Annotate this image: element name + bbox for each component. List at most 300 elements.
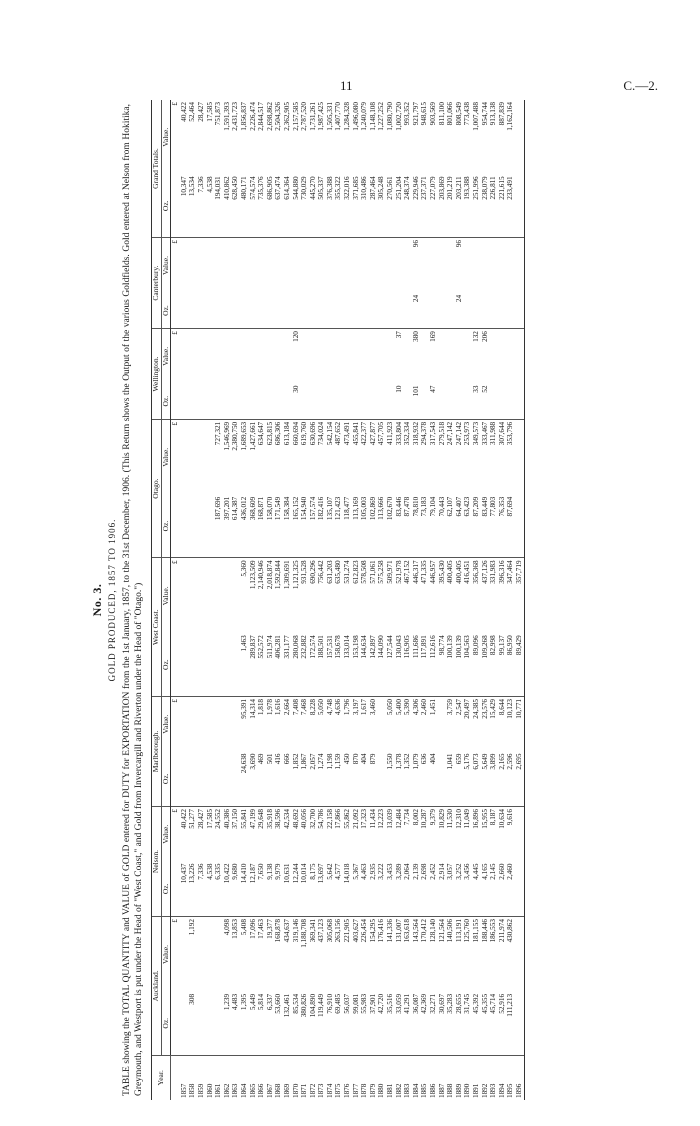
table-caption: TABLE showing the TOTAL QUANTITY and VALUE of GOLD entered for DUTY for EXPORTATION from the 1st January, 1857, to the 31st December, 1906. (This Return shows the Output of the various Goldfields. Gold entered at Nelson from Hokitika, Greymouth, and Westport is put under the Head of "West Coast," and Gold from Invercargill and Riverton under the Head of "Otago.") [122, 104, 144, 1096]
oz-cell: 289,837 [249, 633, 258, 696]
oz-cell [266, 384, 275, 420]
oz-cell: 1,550 [386, 752, 395, 807]
value-cell: 1,227,252 [377, 102, 386, 131]
oz-cell: 76,353 [498, 495, 507, 558]
oz-cell: 203,869 [438, 174, 447, 237]
value-cell: 612,823 [351, 560, 360, 584]
value-cell: 993,352 [403, 102, 412, 126]
oz-cell [446, 293, 455, 329]
value-header: Value. [161, 419, 171, 494]
oz-cell: 119,449 [317, 992, 326, 1055]
value-cell: 8,228 [308, 698, 317, 716]
value-cell: 1,188,708 [300, 919, 309, 948]
value-cell: 7,408 [291, 698, 300, 716]
oz-cell: 41,291 [403, 992, 412, 1055]
value-cell: 186,553 [489, 919, 498, 943]
value-cell [438, 696, 447, 751]
value-cell: 635,480 [334, 560, 343, 584]
oz-cell: 168,871 [257, 495, 266, 558]
value-cell: 811,100 [437, 102, 446, 126]
year-cell: 1894 [497, 1083, 506, 1098]
value-cell [455, 329, 464, 384]
value-cell: 11,434 [368, 809, 377, 829]
value-cell [223, 558, 232, 633]
value-cell: 1,617 [360, 698, 369, 716]
oz-cell: 8,175 [309, 862, 318, 917]
value-cell [317, 238, 326, 293]
oz-cell: 165,152 [292, 495, 301, 558]
oz-cell [438, 384, 447, 420]
oz-cell: 101 [412, 384, 421, 420]
oz-cell: 33 [472, 384, 481, 420]
table-row [369, 100, 378, 1100]
value-cell: 1,192 [188, 919, 197, 936]
oz-cell: 469 [257, 752, 266, 807]
oz-cell: 404 [360, 752, 369, 807]
oz-cell: 229,946 [412, 174, 421, 237]
value-cell [197, 238, 206, 293]
value-cell: 571,061 [368, 560, 377, 584]
oz-cell: 2,596 [506, 752, 515, 807]
oz-cell: 322,016 [343, 174, 352, 237]
oz-cell: 117,891 [420, 633, 429, 696]
oz-cell: 879 [369, 752, 378, 807]
group-header: Otago. [152, 419, 162, 558]
value-cell [420, 329, 429, 384]
oz-cell [249, 293, 258, 329]
value-cell: 10,771 [515, 696, 524, 751]
value-cell [309, 238, 318, 293]
oz-cell: 371,685 [352, 174, 361, 237]
value-cell [360, 329, 369, 384]
value-cell: 903,569 [429, 102, 437, 126]
oz-cell: 3,453 [386, 862, 395, 917]
oz-cell: 4,577 [334, 862, 343, 917]
value-cell: 13,039 [386, 809, 395, 829]
value-cell [214, 696, 223, 751]
oz-cell: 24 [455, 293, 464, 329]
oz-header: Oz. [161, 293, 171, 329]
value-cell [240, 238, 249, 293]
oz-cell: 127,544 [386, 633, 395, 696]
value-cell: 1,240,079 [360, 102, 369, 131]
table-row [506, 100, 515, 1100]
oz-cell [249, 384, 258, 420]
value-cell: 1,148,108 [368, 102, 377, 131]
oz-cell [197, 992, 206, 1055]
value-cell [377, 696, 386, 751]
oz-cell: 552,572 [257, 633, 266, 696]
value-cell: 221,905 [343, 919, 352, 943]
oz-cell: 9,138 [266, 862, 275, 917]
oz-cell: 6,337 [266, 992, 275, 1055]
table-row [300, 100, 309, 1100]
value-cell [360, 238, 369, 293]
oz-cell [395, 293, 404, 329]
year-cell: 1883 [403, 1083, 412, 1098]
oz-cell [420, 293, 429, 329]
oz-cell [360, 293, 369, 329]
oz-cell [352, 384, 361, 420]
oz-cell: 1,159 [334, 752, 343, 807]
oz-cell: 182,416 [317, 495, 326, 558]
oz-cell [420, 384, 429, 420]
value-cell [506, 329, 515, 384]
oz-cell: 331,177 [283, 633, 292, 696]
value-cell: 3,460 [368, 698, 377, 716]
value-cell: 19,377 [265, 919, 274, 939]
oz-cell: 10,347 [180, 174, 189, 237]
value-cell [214, 558, 223, 633]
oz-cell: 2,660 [498, 862, 507, 917]
value-cell [309, 329, 318, 384]
oz-cell: 98,774 [438, 633, 447, 696]
oz-cell [498, 293, 507, 329]
value-cell: 2,547 [454, 698, 463, 716]
value-cell: 331,983 [489, 560, 498, 584]
value-cell: 10,287 [420, 809, 429, 829]
oz-cell: 666 [283, 752, 292, 807]
value-cell: 132 [471, 331, 480, 342]
value-cell: 1,731,261 [308, 102, 317, 131]
oz-cell: 3,456 [463, 862, 472, 917]
oz-cell: 104,890 [309, 992, 318, 1055]
oz-cell [498, 384, 507, 420]
oz-cell: 30 [292, 384, 301, 420]
oz-cell: 30,697 [438, 992, 447, 1055]
value-cell: 7,468 [300, 698, 309, 716]
oz-cell: 171,549 [274, 495, 283, 558]
oz-cell: 36,087 [412, 992, 421, 1055]
year-cell: 1872 [308, 1083, 317, 1098]
value-cell: 2,157,585 [291, 102, 300, 131]
value-cell: 131,007 [394, 919, 403, 943]
value-cell: 4,636 [334, 698, 343, 716]
page-code: C.—2. [623, 78, 658, 93]
value-cell: 279,518 [437, 421, 446, 446]
oz-cell: 1,041 [446, 752, 455, 807]
oz-cell [352, 293, 361, 329]
oz-cell [223, 384, 232, 420]
oz-cell: 2,914 [438, 862, 447, 917]
oz-cell: 6,335 [214, 862, 223, 917]
year-cell: 1881 [386, 1083, 395, 1098]
year-cell: 1862 [222, 1083, 231, 1098]
value-header: Value. [161, 696, 171, 751]
oz-cell: 4,445 [472, 862, 481, 917]
value-cell [249, 329, 258, 384]
value-cell: 913,138 [489, 102, 498, 126]
value-cell: 311,988 [489, 421, 498, 445]
value-cell: 751,873 [214, 102, 223, 126]
value-cell: 4,306 [411, 698, 420, 716]
year-cell: 1876 [343, 1083, 352, 1098]
value-cell: 954,744 [480, 102, 489, 126]
oz-cell: 1,352 [403, 752, 412, 807]
oz-cell: 13,534 [188, 174, 197, 237]
value-cell: 630,696 [308, 421, 317, 446]
pound-sign: £ [171, 698, 180, 703]
oz-cell: 158,678 [334, 633, 343, 696]
value-cell [429, 238, 438, 293]
value-cell: 96 [411, 240, 420, 248]
value-cell: 14,314 [248, 698, 257, 719]
oz-cell: 62,107 [446, 495, 455, 558]
value-cell [489, 329, 498, 384]
oz-cell: 3,289 [395, 862, 404, 917]
value-cell: 631,203 [325, 560, 334, 584]
oz-cell: 614,364 [283, 174, 292, 237]
oz-cell: 32,271 [429, 992, 438, 1055]
table-row [498, 100, 507, 1100]
value-cell [369, 329, 378, 384]
value-cell: 37 [394, 331, 403, 339]
value-cell: 1,309,691 [282, 560, 291, 590]
oz-cell [300, 384, 309, 420]
oz-cell [377, 384, 386, 420]
value-cell: 28,427 [196, 809, 205, 829]
value-cell [326, 238, 335, 293]
oz-cell [180, 495, 189, 558]
year-cell: 1870 [291, 1083, 300, 1098]
table-row [240, 100, 249, 1100]
pound-blank [171, 992, 180, 1055]
year-cell: 1867 [265, 1083, 274, 1098]
value-cell: 1,591,393 [222, 102, 231, 131]
year-cell: 1879 [368, 1083, 377, 1098]
oz-cell: 5,814 [257, 992, 266, 1055]
year-cell: 1866 [257, 1083, 266, 1098]
value-cell: 1,427,661 [248, 421, 257, 451]
value-cell: 11,530 [446, 809, 455, 829]
value-cell: 9,616 [506, 809, 515, 826]
oz-cell: 445,270 [309, 174, 318, 237]
oz-cell: 121,423 [334, 495, 343, 558]
year-cell: 1874 [325, 1083, 334, 1098]
value-header: Value. [161, 329, 171, 384]
oz-cell: 686,905 [266, 174, 275, 237]
oz-cell [438, 293, 447, 329]
oz-cell [180, 633, 189, 696]
value-cell [188, 238, 197, 293]
value-cell: 24,552 [214, 809, 223, 829]
value-cell: 333,467 [480, 421, 489, 446]
value-cell: 170,412 [420, 919, 429, 943]
value-cell: 206 [480, 331, 489, 342]
value-cell: 247,142 [454, 421, 463, 446]
oz-cell: 118,477 [343, 495, 352, 558]
table-row [309, 100, 318, 1100]
value-cell: 263,156 [334, 919, 343, 943]
oz-cell [472, 293, 481, 329]
oz-cell [214, 992, 223, 1055]
oz-cell: 4,165 [481, 862, 490, 917]
oz-cell: 404 [429, 752, 438, 807]
oz-cell: 2,064 [403, 862, 412, 917]
value-cell: 17,866 [334, 809, 343, 829]
oz-cell [326, 384, 335, 420]
table-row [249, 100, 258, 1100]
value-cell: 143,564 [411, 919, 420, 943]
oz-cell: 7,650 [257, 862, 266, 917]
value-cell [515, 329, 524, 384]
oz-cell: 410,862 [223, 174, 232, 237]
oz-cell: 4,483 [231, 992, 240, 1055]
value-header: Value. [161, 558, 171, 633]
oz-cell: 305,248 [377, 174, 386, 237]
oz-cell: 10 [395, 384, 404, 420]
oz-cell: 142,897 [369, 633, 378, 696]
pound-sign: £ [171, 919, 180, 923]
oz-cell: 10,422 [223, 862, 232, 917]
year-cell: 1865 [248, 1083, 257, 1098]
oz-cell: 53,660 [274, 992, 283, 1055]
value-cell: 120 [291, 331, 300, 342]
oz-cell [515, 293, 524, 329]
oz-cell [274, 384, 283, 420]
oz-header: Oz. [161, 633, 171, 696]
value-cell [223, 329, 232, 384]
value-cell: 211,974 [497, 919, 506, 943]
heading [90, 100, 117, 1100]
oz-cell: 144,634 [360, 633, 369, 696]
table-row [283, 100, 292, 1100]
oz-cell: 628,450 [231, 174, 240, 237]
value-cell: 471,335 [420, 560, 429, 584]
pound-blank [171, 495, 180, 558]
value-cell: 416,451 [463, 560, 472, 584]
oz-header: Oz. [161, 174, 171, 237]
value-header: Value. [161, 807, 171, 862]
oz-cell: 194,031 [214, 174, 223, 237]
value-cell: 349,573 [471, 421, 480, 446]
oz-cell: 10,014 [300, 862, 309, 917]
value-cell [188, 419, 197, 494]
value-cell: 1,505,331 [325, 102, 334, 131]
oz-cell: 735,376 [257, 174, 266, 237]
group-header: Canterbury. [152, 238, 162, 329]
value-cell: 17,096 [248, 919, 257, 939]
value-cell: 531,274 [343, 560, 352, 584]
value-cell: 931,528 [300, 560, 309, 584]
oz-cell: 450 [343, 752, 352, 807]
oz-cell: 111,213 [506, 992, 515, 1055]
value-header: Value. [161, 100, 171, 174]
oz-cell: 188,501 [317, 633, 326, 696]
table-row [292, 100, 301, 1100]
value-cell: 395,430 [437, 560, 446, 584]
value-cell [403, 329, 412, 384]
value-cell: 437,123 [317, 919, 326, 943]
year-cell: 1882 [394, 1083, 403, 1098]
table-row [395, 100, 404, 1100]
value-cell: 422,377 [360, 421, 369, 446]
value-cell: 623,815 [265, 421, 274, 446]
oz-cell: 5,176 [463, 752, 472, 807]
value-cell: 2,504,326 [274, 102, 283, 131]
year-cell: 1892 [480, 1083, 489, 1098]
year-cell: 1864 [239, 1083, 248, 1098]
value-cell: 333,804 [394, 421, 403, 446]
value-cell: 542,154 [325, 421, 334, 446]
value-cell [206, 558, 215, 633]
oz-cell [180, 384, 189, 420]
value-cell: 2,844,517 [257, 102, 266, 131]
value-cell [498, 238, 507, 293]
oz-cell: 2,165 [498, 752, 507, 807]
oz-cell: 368,609 [249, 495, 258, 558]
value-cell [206, 696, 215, 751]
oz-cell [188, 752, 197, 807]
value-cell: 396,316 [497, 560, 506, 584]
oz-cell [231, 752, 240, 807]
value-cell: 2,140,946 [257, 560, 266, 590]
table-row [386, 100, 395, 1100]
oz-cell [463, 384, 472, 420]
oz-cell: 2,460 [506, 862, 515, 917]
value-cell: 1,496,080 [351, 102, 360, 131]
oz-cell [343, 384, 352, 420]
value-cell: 948,615 [420, 102, 429, 126]
year-cell: 1857 [179, 1083, 188, 1098]
oz-cell: 56,037 [343, 992, 352, 1055]
value-cell: 96 [454, 240, 463, 248]
value-cell [249, 238, 258, 293]
oz-cell: 870 [352, 752, 361, 807]
value-cell: 38,596 [274, 809, 283, 829]
oz-cell [206, 633, 215, 696]
oz-cell: 87,478 [403, 495, 412, 558]
value-cell: 37,150 [231, 809, 240, 829]
value-cell: 1,407,770 [334, 102, 343, 131]
value-cell: 887,839 [497, 102, 506, 126]
oz-cell: 82,998 [489, 633, 498, 696]
gold-table [151, 100, 525, 1100]
oz-cell: 4,538 [206, 174, 215, 237]
oz-cell: 251,996 [472, 174, 481, 237]
value-cell: 357,719 [515, 558, 524, 633]
value-cell [180, 238, 189, 293]
value-cell: 1,978 [265, 698, 274, 716]
oz-cell: 14,410 [240, 862, 249, 917]
value-cell: 2,362,905 [282, 102, 291, 131]
oz-header: Oz. [161, 495, 171, 558]
value-cell: 319,146 [291, 919, 300, 943]
oz-cell [197, 633, 206, 696]
oz-cell: 505,337 [317, 174, 326, 237]
table-row [515, 100, 524, 1100]
value-cell: 5,400 [394, 698, 403, 716]
value-cell [266, 329, 275, 384]
value-cell: 1,080,790 [386, 102, 395, 131]
value-cell [274, 238, 283, 293]
oz-cell: 45,355 [481, 992, 490, 1055]
oz-cell: 52 [481, 384, 490, 420]
value-cell: 734,024 [317, 421, 326, 446]
value-cell [369, 238, 378, 293]
oz-cell: 9,680 [231, 862, 240, 917]
value-cell: 55,841 [239, 809, 248, 829]
oz-cell: 87,694 [506, 495, 515, 558]
value-cell [386, 329, 395, 384]
value-cell [438, 329, 447, 384]
oz-cell: 14,018 [343, 862, 352, 917]
value-cell: 8,187 [489, 809, 498, 826]
value-cell [515, 238, 524, 293]
value-cell: 2,460 [420, 698, 429, 716]
group-header-row [152, 100, 162, 1100]
value-cell: 773,438 [463, 102, 472, 126]
